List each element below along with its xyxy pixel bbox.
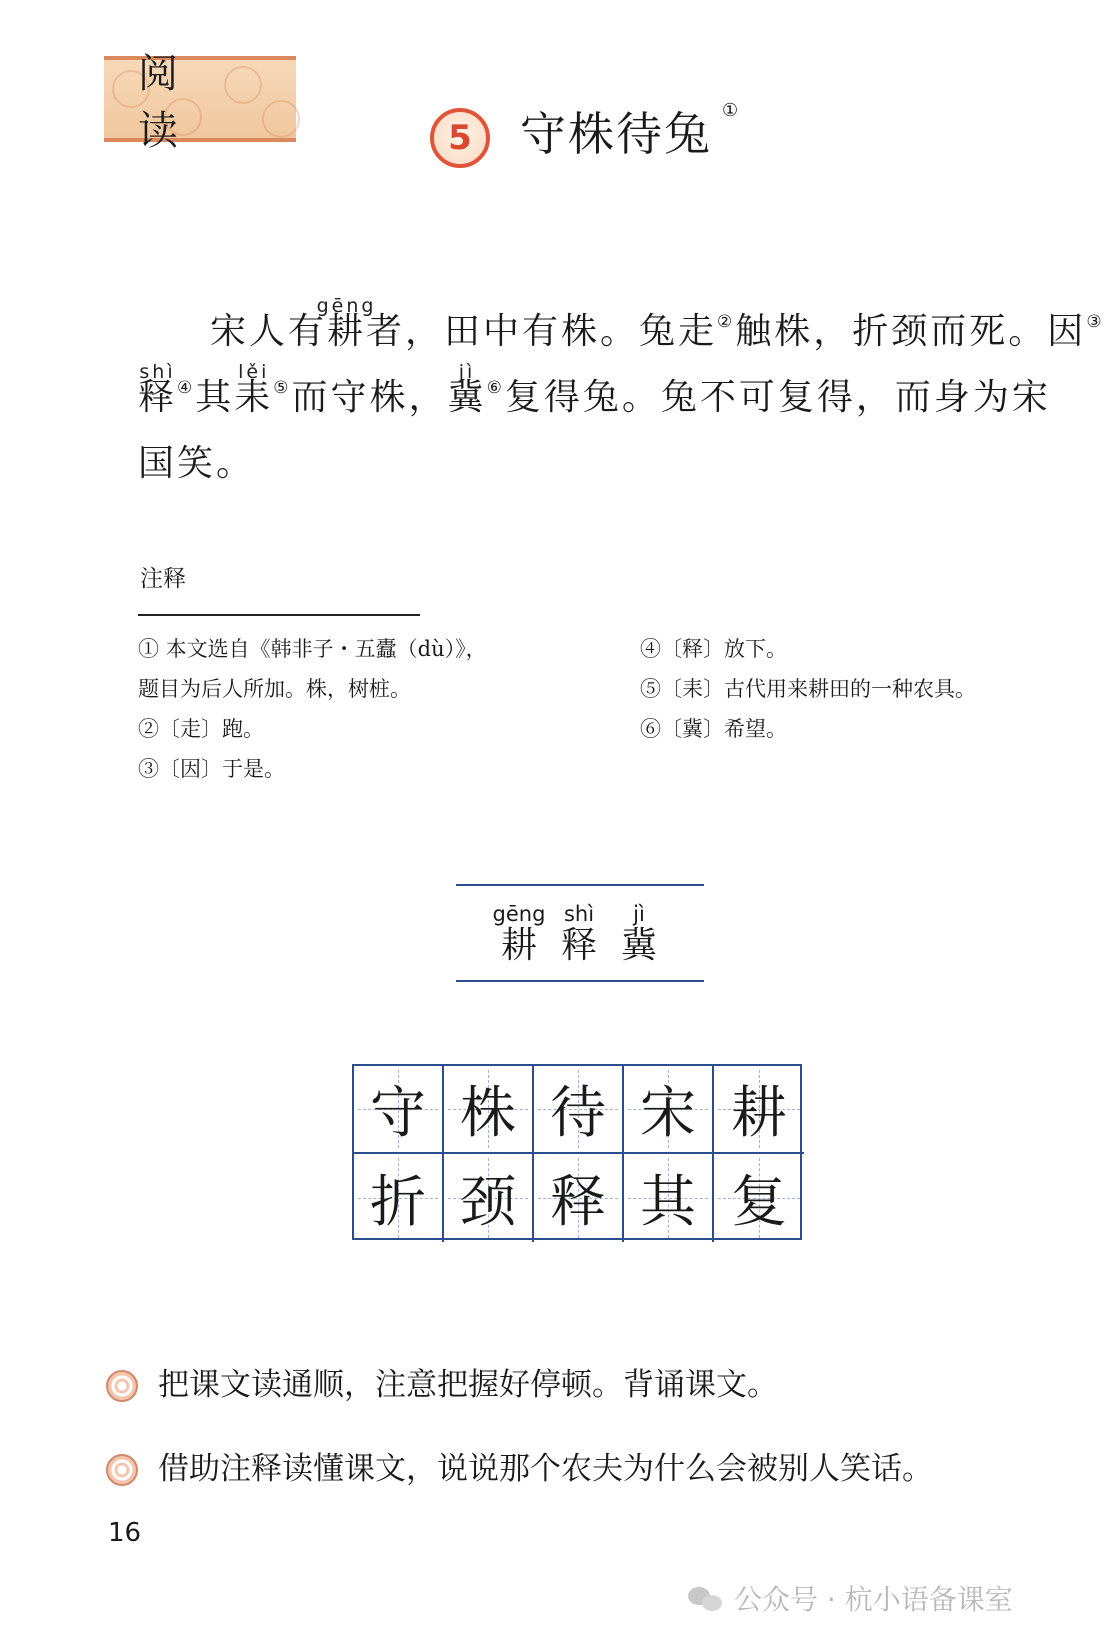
page-number: 16 [108, 1518, 142, 1548]
character-grid [352, 1064, 802, 1240]
section-label: 阅 读 [138, 51, 212, 154]
vocab-char: 释 [560, 925, 597, 966]
pinyin: shì [139, 361, 176, 383]
notes-heading: 注释 [140, 566, 186, 592]
lesson-title: 守株待兔 [520, 107, 712, 161]
exercise-bullet-icon [106, 1370, 138, 1402]
passage-text: 者，田中有株。兔走 [366, 311, 718, 352]
passage-text: 国笑。 [138, 443, 256, 484]
grid-cell: 株 [444, 1066, 534, 1154]
watermark-text: 公众号 · 杭小语备课室 [734, 1583, 1013, 1616]
passage-line [138, 361, 1051, 424]
lesson-number-badge [430, 108, 490, 168]
section-badge [104, 51, 296, 154]
grid-cell: 复 [714, 1154, 804, 1242]
note-ref: ② [717, 312, 736, 332]
char: 冀 [447, 377, 487, 418]
vocab-pinyin: jì [633, 902, 645, 926]
grid-cell: 其 [624, 1154, 714, 1242]
note-3: ③〔因〕于是。 [138, 757, 285, 781]
note-ref: ⑥ [486, 378, 505, 398]
note-ref: ⑤ [273, 378, 292, 398]
notes-divider [138, 614, 420, 616]
note-5: ⑤〔耒〕古代用来耕田的一种农具。 [640, 677, 976, 701]
note-4: ④〔释〕放下。 [640, 637, 787, 661]
grid-cell: 折 [354, 1154, 444, 1242]
annotated-char [138, 361, 178, 418]
vocab-item [604, 902, 674, 966]
char: 耕 [327, 311, 367, 352]
passage-line [138, 444, 255, 484]
pinyin: gēng [316, 295, 377, 317]
lesson-title-note-ref: ① [722, 100, 739, 121]
grid-cell: 颈 [444, 1154, 534, 1242]
pinyin: lěi [238, 361, 270, 383]
exercise-1: 把课文读通顺，注意把握好停顿。背诵课文。 [158, 1367, 778, 1403]
note-1: ① 本文选自《韩非子・五蠹（dù）》， [138, 637, 487, 661]
lesson-number: 5 [448, 118, 472, 158]
vocab-top-rule [456, 884, 704, 886]
passage-line [210, 295, 1105, 358]
annotated-char [234, 361, 274, 418]
note-1-cont: 题目为后人所加。株，树桩。 [138, 677, 411, 701]
note-ref: ③ [1086, 312, 1105, 332]
vocab-char: 耕 [500, 925, 537, 966]
grid-cell: 释 [534, 1154, 624, 1242]
annotated-char [447, 361, 487, 418]
exercise-2: 借助注释读懂课文，说说那个农夫为什么会被别人笑话。 [158, 1451, 933, 1487]
passage-text: 宋人有 [210, 311, 328, 352]
grid-cell: 耕 [714, 1066, 804, 1154]
grid-cell: 守 [354, 1066, 444, 1154]
grid-cell: 待 [534, 1066, 624, 1154]
vocab-pinyin: gēng [492, 902, 546, 926]
note-6: ⑥〔冀〕希望。 [640, 717, 787, 741]
grid-cell: 宋 [624, 1066, 714, 1154]
vocab-bottom-rule [456, 980, 704, 982]
watermark [688, 1578, 1013, 1618]
vocab-pinyin: shì [563, 902, 595, 926]
note-2: ②〔走〕跑。 [138, 717, 264, 741]
vocab-char: 冀 [620, 925, 657, 966]
passage-text: 其 [195, 377, 235, 418]
char: 释 [138, 377, 178, 418]
passage-text: 复得兔。兔不可复得，而身为宋 [504, 377, 1051, 418]
annotated-char [316, 295, 377, 352]
passage-text: 而守株， [291, 377, 448, 418]
pinyin: jì [458, 361, 476, 383]
note-ref: ④ [177, 378, 196, 398]
passage-text: 触株，折颈而死。因 [735, 311, 1087, 352]
char: 耒 [234, 377, 274, 418]
wechat-icon [688, 1583, 724, 1613]
exercise-bullet-icon [106, 1454, 138, 1486]
